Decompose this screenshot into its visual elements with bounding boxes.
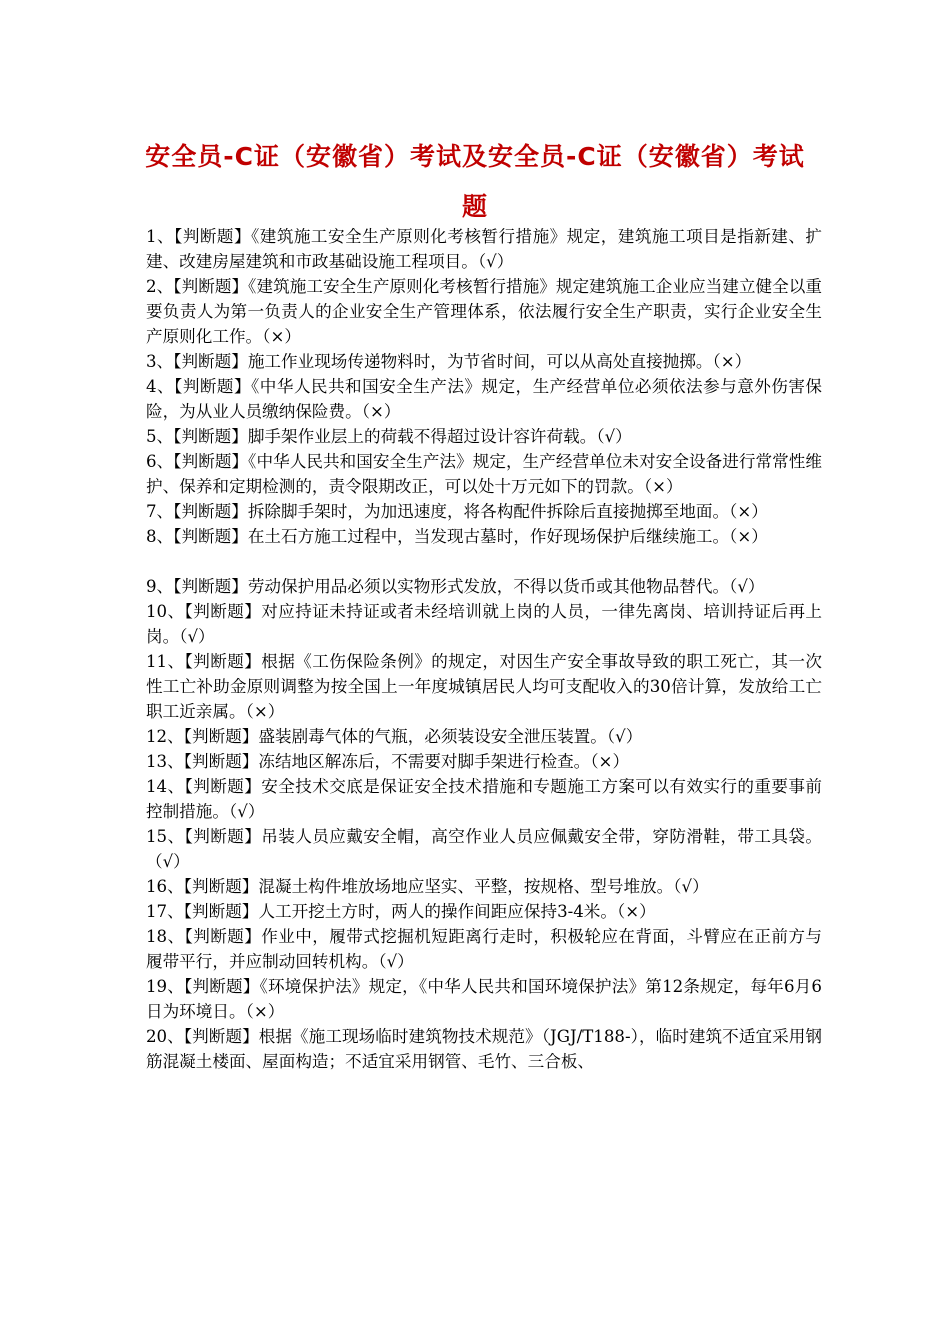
question-item: 7、【判断题】拆除脚手架时，为加迅速度，将各构配件拆除后直接抛掷至地面。（×）: [146, 502, 768, 521]
question-item: 9、【判断题】劳动保护用品必须以实物形式发放，不得以货币或其他物品替代。（√）: [146, 577, 765, 596]
question-item: 2、【判断题】《建筑施工安全生产原则化考核暂行措施》规定建筑施工企业应当建立健全以重要负责人为第一负责人的企业安全生产管理体系，依法履行安全生产职责，实行企业安全生产原则化工作。（×）: [146, 277, 822, 346]
question-item: 14、【判断题】安全技术交底是保证安全技术措施和专题施工方案可以有效实行的重要事前控制措施。（√）: [146, 777, 822, 821]
document-title: 安全员-C证（安徽省）考试及安全员-C证（安徽省）考试题: [145, 142, 805, 221]
question-list: [146, 224, 822, 1074]
question-item: 18、【判断题】作业中，履带式挖掘机短距离行走时，积极轮应在背面，斗臂应在正前方与履带平行，并应制动回转机构。（√）: [146, 927, 822, 971]
question-item: 1、【判断题】《建筑施工安全生产原则化考核暂行措施》规定，建筑施工项目是指新建、扩建、改建房屋建筑和市政基础设施工程项目。（√）: [146, 227, 822, 271]
question-item: 3、【判断题】施工作业现场传递物料时，为节省时间，可以从高处直接抛掷。（×）: [146, 352, 752, 371]
question-item: 11、【判断题】根据《工伤保险条例》的规定，对因生产安全事故导致的职工死亡，其一次性工亡补助金原则调整为按全国上一年度城镇居民人均可支配收入的30倍计算，发放给工亡职工近亲属。（×）: [146, 652, 822, 721]
question-item: 10、【判断题】对应持证未持证或者未经培训就上岗的人员，一律先离岗、培训持证后再上岗。（√）: [146, 602, 822, 646]
question-item: 17、【判断题】人工开挖土方时，两人的操作间距应保持3-4米。（×）: [146, 902, 656, 921]
question-item: 5、【判断题】脚手架作业层上的荷载不得超过设计容许荷载。（√）: [146, 427, 632, 446]
question-item: 19、【判断题】《环境保护法》规定，《中华人民共和国环境保护法》第12条规定，每年6月6日为环境日。（×）: [146, 977, 822, 1021]
question-item: 12、【判断题】盛装剧毒气体的气瓶，必须装设安全泄压装置。（√）: [146, 727, 643, 746]
question-item: 16、【判断题】混凝土构件堆放场地应坚实、平整，按规格、型号堆放。（√）: [146, 877, 709, 896]
question-item: 6、【判断题】《中华人民共和国安全生产法》规定，生产经营单位未对安全设备进行常常性维护、保养和定期检测的，责令限期改正，可以处十万元如下的罚款。（×）: [146, 452, 822, 496]
question-item: 15、【判断题】吊装人员应戴安全帽，高空作业人员应佩戴安全带，穿防滑鞋，带工具袋。（√）: [146, 827, 822, 871]
question-item: 4、【判断题】《中华人民共和国安全生产法》规定，生产经营单位必须依法参与意外伤害保险，为从业人员缴纳保险费。（×）: [146, 377, 822, 421]
question-item: 8、【判断题】在土石方施工过程中，当发现古墓时，作好现场保护后继续施工。（×）: [146, 527, 768, 546]
question-item: 13、【判断题】冻结地区解冻后，不需要对脚手架进行检查。（×）: [146, 752, 630, 771]
question-item: 20、【判断题】根据《施工现场临时建筑物技术规范》（JGJ/T188-），临时建筑不适宜采用钢筋混凝土楼面、屋面构造；不适宜采用钢管、毛竹、三合板、: [146, 1027, 822, 1071]
